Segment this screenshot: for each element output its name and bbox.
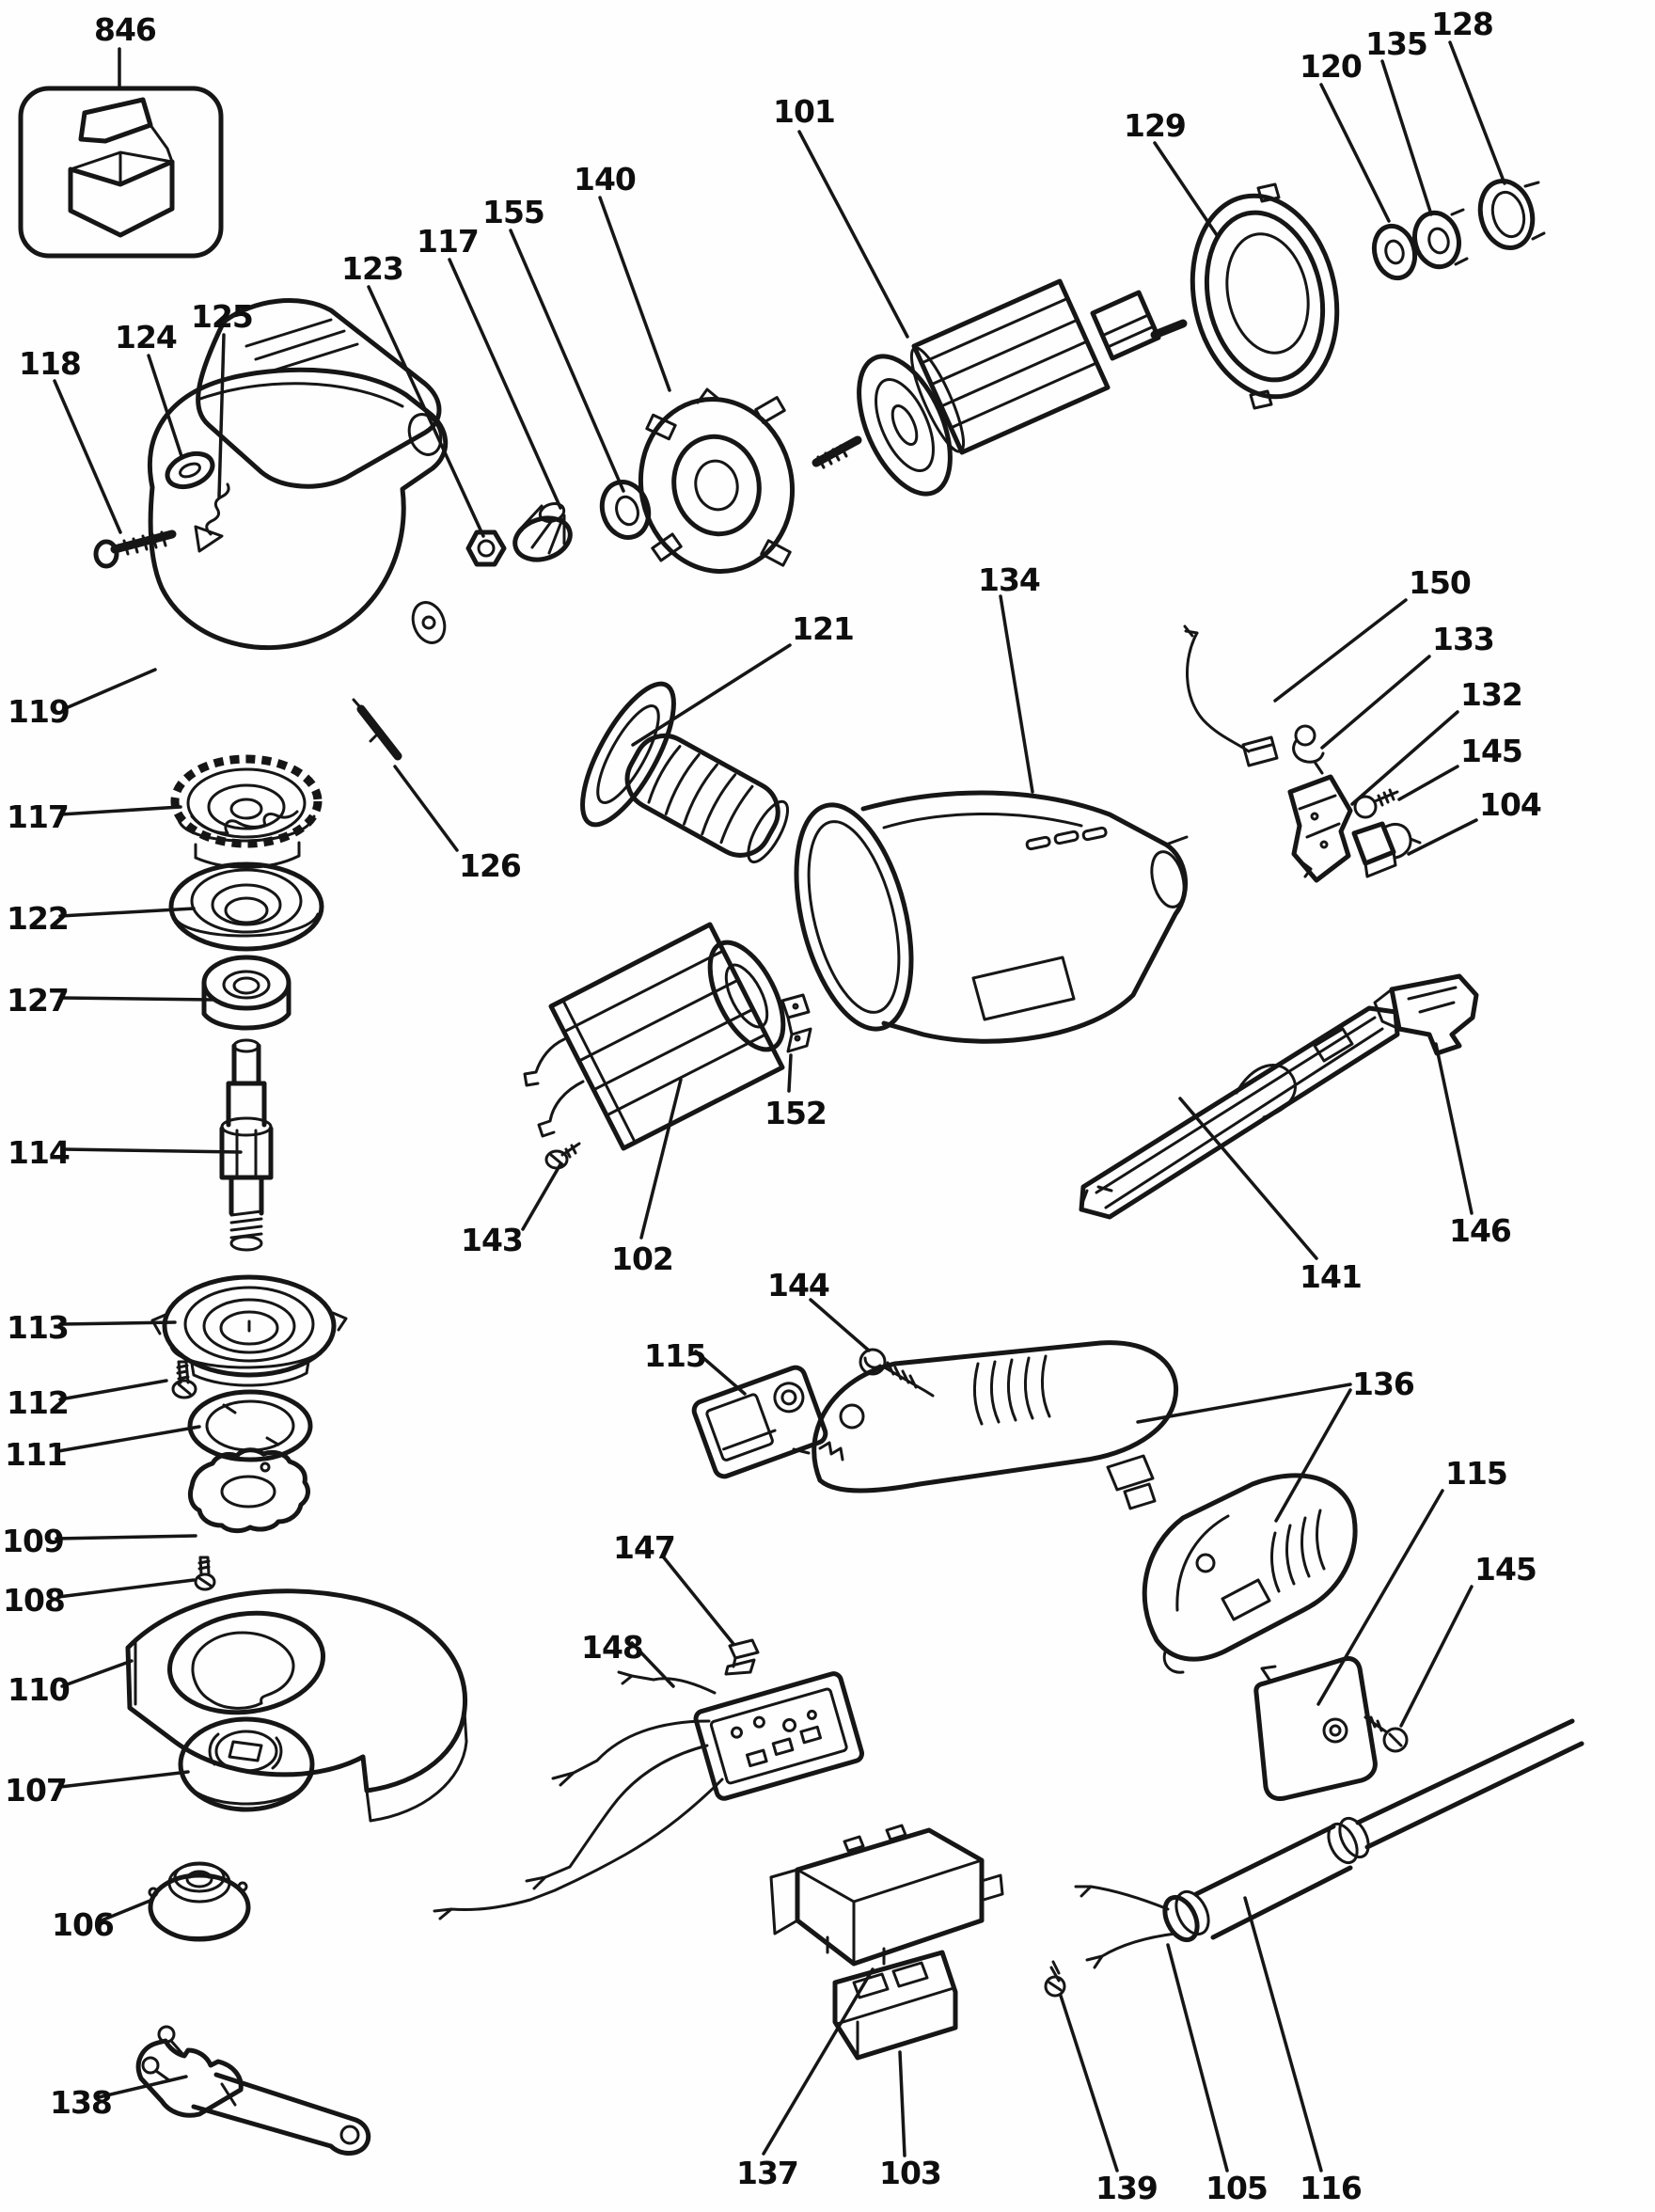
leader-line-105 xyxy=(1168,1945,1227,2171)
brush-lead-drawing xyxy=(1185,626,1277,766)
part-label-106: 106 xyxy=(52,1906,114,1943)
part-label-129: 129 xyxy=(1124,107,1186,144)
backing-flange-drawing xyxy=(152,1277,346,1385)
part-label-113: 113 xyxy=(7,1309,69,1346)
spanner-wrench-drawing xyxy=(138,2027,369,2153)
part-label-145: 145 xyxy=(1474,1551,1537,1588)
part-label-117: 117 xyxy=(417,223,479,260)
leader-line-117 xyxy=(60,807,181,814)
cord-protector-drawing xyxy=(1158,1814,1374,1946)
part-label-146: 146 xyxy=(1449,1212,1511,1249)
retainer-ring-drawing xyxy=(1474,175,1544,254)
lock-pin-drawing xyxy=(354,700,398,756)
grommet-drawing xyxy=(726,1640,758,1674)
leader-line-152 xyxy=(789,1055,791,1091)
part-label-121: 121 xyxy=(792,610,854,647)
leader-line-123 xyxy=(369,287,483,536)
clamp-nut-drawing xyxy=(150,1863,248,1939)
part-label-125: 125 xyxy=(191,298,253,335)
leader-line-150 xyxy=(1275,600,1406,701)
motor-housing-drawing xyxy=(776,793,1190,1041)
lock-washer-drawing xyxy=(163,448,217,493)
ball-bearing-135-drawing xyxy=(1409,208,1467,272)
leader-line-155 xyxy=(511,230,623,491)
spindle-bearing-drawing xyxy=(204,957,289,1028)
leader-line-143 xyxy=(523,1164,560,1229)
part-label-115: 115 xyxy=(1445,1455,1507,1492)
part-label-145: 145 xyxy=(1460,733,1522,769)
field-screw-drawing xyxy=(546,1144,579,1168)
part-label-104: 104 xyxy=(1479,786,1541,823)
part-label-139: 139 xyxy=(1095,2170,1158,2206)
part-label-126: 126 xyxy=(459,847,521,884)
leader-line-132 xyxy=(1352,712,1458,804)
part-label-148: 148 xyxy=(581,1629,643,1666)
cam-screw-drawing xyxy=(196,1557,214,1589)
leader-line-104 xyxy=(1409,820,1476,854)
part-label-135: 135 xyxy=(1365,25,1427,62)
part-label-122: 122 xyxy=(7,900,69,937)
armature-drawing xyxy=(816,281,1183,508)
leader-line-112 xyxy=(60,1381,166,1399)
part-label-105: 105 xyxy=(1206,2170,1268,2206)
slinger-washer-drawing xyxy=(171,864,322,949)
part-label-107: 107 xyxy=(5,1772,67,1809)
replacement-box-icon xyxy=(21,88,221,256)
leader-line-102 xyxy=(641,1080,681,1238)
part-label-111: 111 xyxy=(5,1436,67,1473)
part-label-118: 118 xyxy=(19,345,81,382)
leader-line-121 xyxy=(633,645,790,745)
leader-line-107 xyxy=(60,1772,188,1787)
part-label-114: 114 xyxy=(8,1134,70,1171)
lead-clip-drawing xyxy=(782,995,811,1051)
part-label-137: 137 xyxy=(736,2155,798,2191)
crown-gear-drawing xyxy=(175,759,318,867)
part-label-132: 132 xyxy=(1460,676,1522,713)
leader-line-115 xyxy=(1318,1491,1442,1704)
leader-line-147 xyxy=(663,1556,733,1644)
leader-line-145 xyxy=(1401,1587,1472,1726)
switch-base-drawing xyxy=(771,1825,1002,1964)
leader-line-135 xyxy=(1382,61,1431,214)
leader-line-146 xyxy=(1436,1044,1472,1213)
leader-line-129 xyxy=(1155,143,1217,235)
part-label-134: 134 xyxy=(978,561,1040,598)
brush-access-plate-drawing xyxy=(691,1365,828,1478)
leader-line-136 xyxy=(1138,1384,1350,1422)
leader-line-113 xyxy=(60,1322,175,1324)
leader-line-144 xyxy=(811,1300,869,1351)
slide-bar-drawing xyxy=(1081,1008,1397,1217)
leader-line-139 xyxy=(1061,1996,1117,2171)
part-label-150: 150 xyxy=(1409,564,1471,601)
switch-screw-drawing xyxy=(1046,1962,1064,1996)
part-label-140: 140 xyxy=(574,161,636,198)
leader-line-133 xyxy=(1322,656,1429,748)
part-label-101: 101 xyxy=(773,93,835,130)
leader-line-126 xyxy=(395,766,457,850)
shaft-washer-drawing xyxy=(1368,222,1420,283)
part-label-144: 144 xyxy=(767,1267,829,1304)
part-label-109: 109 xyxy=(2,1523,64,1559)
leader-line-111 xyxy=(58,1427,199,1451)
part-label-155: 155 xyxy=(482,194,544,230)
cam-plate-drawing xyxy=(190,1450,307,1531)
leader-line-116 xyxy=(1245,1898,1321,2171)
part-label-119: 119 xyxy=(8,693,70,730)
part-label-115: 115 xyxy=(644,1337,706,1374)
part-label-127: 127 xyxy=(7,982,69,1019)
backing-disc-drawing xyxy=(181,1719,312,1809)
part-label-120: 120 xyxy=(1300,48,1362,85)
handle-half-upper-drawing xyxy=(794,1343,1176,1509)
leader-line-103 xyxy=(900,2052,905,2156)
part-label-112: 112 xyxy=(7,1384,69,1421)
leader-line-110 xyxy=(62,1661,132,1686)
part-label-116: 116 xyxy=(1300,2170,1362,2206)
part-label-136: 136 xyxy=(1352,1366,1414,1402)
leader-line-117 xyxy=(449,260,560,508)
part-label-846: 846 xyxy=(94,11,156,48)
part-label-124: 124 xyxy=(115,319,177,356)
part-label-110: 110 xyxy=(8,1671,70,1708)
leader-line-141 xyxy=(1180,1098,1316,1258)
clamp-flange-drawing xyxy=(625,385,809,585)
brush-spring-clip-drawing xyxy=(1294,726,1323,773)
part-label-103: 103 xyxy=(879,2155,941,2191)
brush-holder-drawing xyxy=(1290,777,1350,880)
leader-line-118 xyxy=(55,381,120,532)
leader-line-145 xyxy=(1399,766,1458,799)
part-label-143: 143 xyxy=(461,1222,523,1258)
part-label-141: 141 xyxy=(1300,1258,1362,1295)
bearing-cap-drawing xyxy=(1174,182,1355,410)
spindle-drawing xyxy=(222,1040,271,1250)
leader-line-140 xyxy=(600,198,670,390)
leader-line-109 xyxy=(56,1536,196,1539)
leader-line-134 xyxy=(1001,596,1032,792)
leader-line-127 xyxy=(60,998,213,1000)
part-label-138: 138 xyxy=(50,2084,112,2121)
leader-line-101 xyxy=(799,132,907,337)
leader-line-136 xyxy=(1276,1390,1350,1521)
part-label-133: 133 xyxy=(1432,621,1494,657)
pinion-gear-drawing xyxy=(510,500,575,566)
part-label-117: 117 xyxy=(7,798,69,835)
part-label-128: 128 xyxy=(1431,6,1493,42)
leader-line-137 xyxy=(764,1969,873,2154)
leader-line-119 xyxy=(66,670,155,708)
part-label-152: 152 xyxy=(764,1095,827,1131)
carbon-brush-drawing xyxy=(1354,824,1420,877)
handle-half-lower-drawing xyxy=(1144,1476,1355,1672)
leader-line-125 xyxy=(219,335,224,497)
leader-line-128 xyxy=(1450,42,1505,183)
field-coil-drawing xyxy=(525,924,798,1148)
part-label-102: 102 xyxy=(611,1240,673,1277)
spindle-nut-drawing xyxy=(468,532,504,564)
access-cover-drawing xyxy=(1256,1658,1376,1798)
leader-line-108 xyxy=(58,1580,194,1597)
part-label-147: 147 xyxy=(613,1529,675,1566)
leader-line-114 xyxy=(64,1149,241,1152)
leader-line-120 xyxy=(1321,85,1389,221)
wheel-guard-drawing xyxy=(128,1591,466,1821)
hinge-screw-drawing xyxy=(96,532,172,566)
part-label-108: 108 xyxy=(3,1582,65,1619)
part-label-123: 123 xyxy=(341,250,403,287)
